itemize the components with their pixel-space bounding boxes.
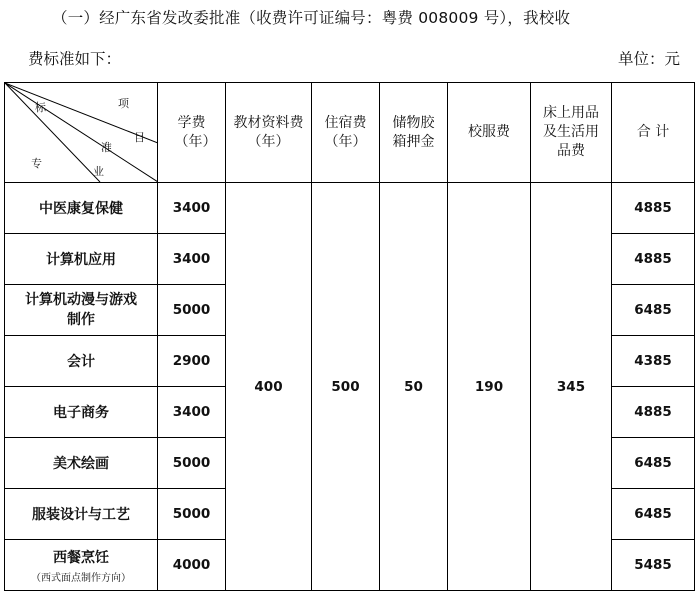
header-uniform: 校服费 [448, 83, 531, 183]
tuition-value: 3400 [158, 387, 226, 438]
header-materials: 教材资料费（年） [226, 83, 312, 183]
header-tuition: 学费（年） [158, 83, 226, 183]
corner-label-biao: 标 [35, 101, 46, 114]
header-row [5, 83, 695, 183]
major-name: 美术绘画 [5, 438, 158, 489]
materials-value: 400 [226, 183, 312, 591]
uniform-value: 190 [448, 183, 531, 591]
header-dorm: 住宿费（年） [312, 83, 380, 183]
intro-line-1: （一）经广东省发改委批准（收费许可证编号：粤费 008009 号），我校收 [52, 9, 571, 27]
locker-value: 50 [380, 183, 448, 591]
total-value: 6485 [612, 489, 695, 540]
corner-label-mu: 目 [134, 131, 145, 144]
major-name: 中医康复保健 [5, 183, 158, 234]
major-name: 会计 [5, 336, 158, 387]
total-value: 4885 [612, 234, 695, 285]
total-value: 6485 [612, 438, 695, 489]
header-locker: 储物胶箱押金 [380, 83, 448, 183]
major-name: 计算机动漫与游戏制作 [5, 285, 158, 336]
major-name: 计算机应用 [5, 234, 158, 285]
tuition-value: 5000 [158, 489, 226, 540]
corner-label-ye: 业 [93, 165, 104, 178]
intro-line-2: 费标准如下： [28, 50, 122, 68]
header-bedding: 床上用品及生活用品费 [531, 83, 612, 183]
total-value: 6485 [612, 285, 695, 336]
tuition-value: 3400 [158, 183, 226, 234]
corner-header-cell [5, 83, 158, 183]
dorm-value: 500 [312, 183, 380, 591]
total-value: 4885 [612, 387, 695, 438]
total-value: 5485 [612, 540, 695, 591]
tuition-value: 3400 [158, 234, 226, 285]
major-name [5, 540, 158, 591]
tuition-value: 4000 [158, 540, 226, 591]
header-total: 合 计 [612, 83, 695, 183]
bedding-value: 345 [531, 183, 612, 591]
fee-table [4, 82, 695, 591]
tuition-value: 5000 [158, 438, 226, 489]
total-value: 4885 [612, 183, 695, 234]
major-name-sub: （西式面点制作方向） [31, 572, 131, 584]
corner-label-xiang: 项 [118, 97, 129, 110]
major-name: 电子商务 [5, 387, 158, 438]
tuition-value: 2900 [158, 336, 226, 387]
table-row [5, 183, 695, 234]
unit-label: 单位：元 [617, 50, 680, 68]
major-name-main: 西餐烹饪 [53, 549, 109, 566]
corner-label-zhun: 准 [101, 141, 112, 154]
tuition-value: 5000 [158, 285, 226, 336]
major-name: 服装设计与工艺 [5, 489, 158, 540]
total-value: 4385 [612, 336, 695, 387]
corner-label-zhuan: 专 [31, 157, 42, 170]
